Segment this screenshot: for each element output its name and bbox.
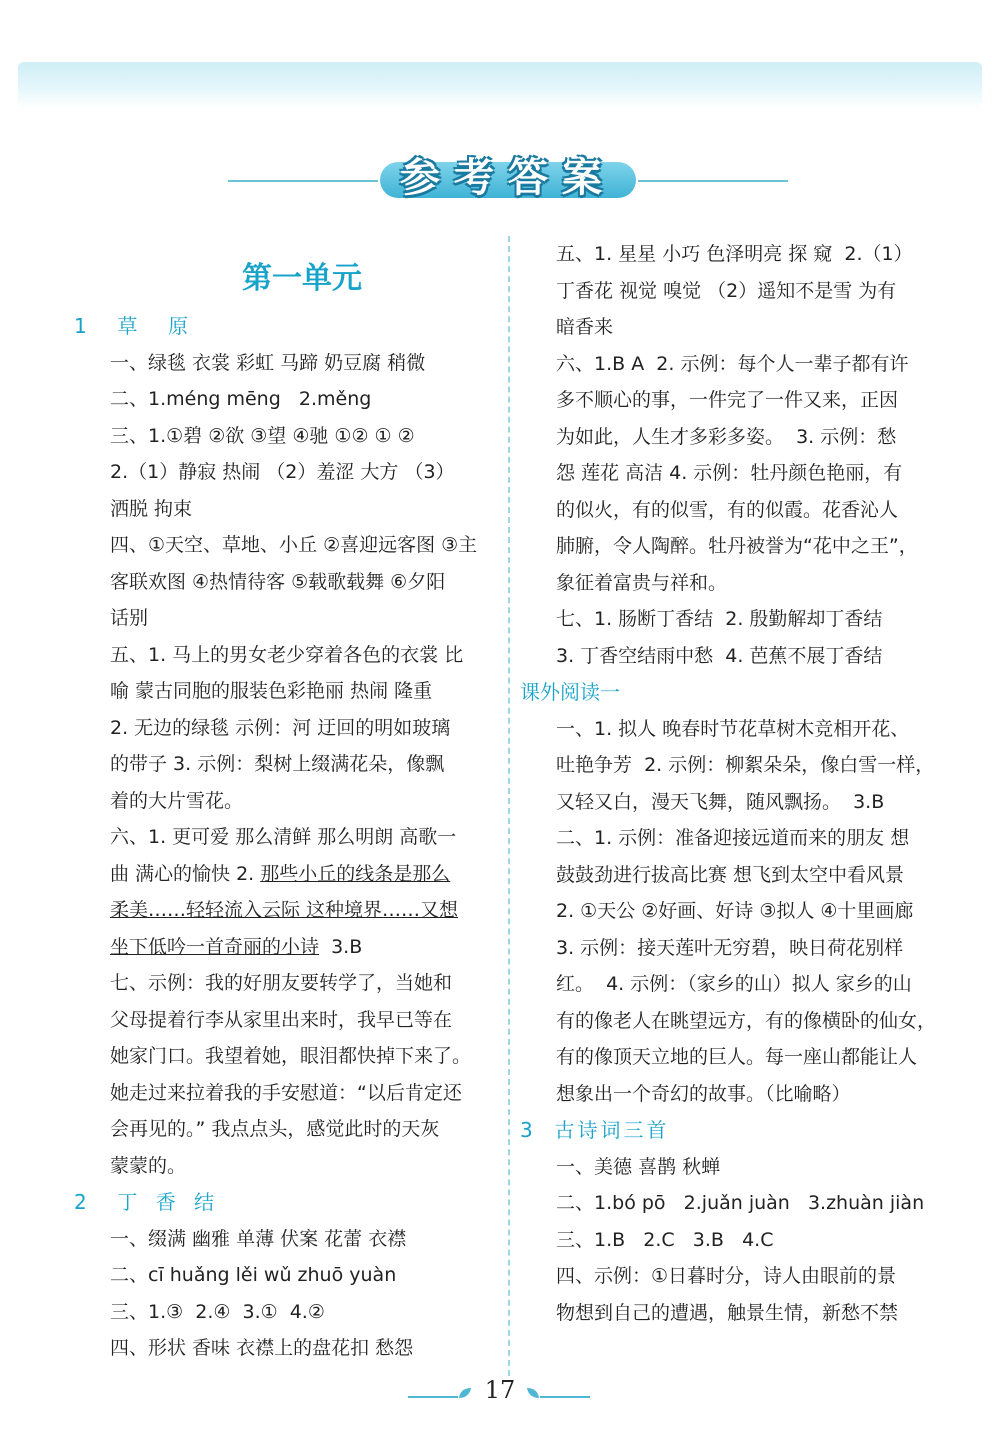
page-title-banner [0,140,1000,201]
answer-line: 三、1.③ 2.④ 3.① 4.② [110,1300,325,1323]
answer-line: 会再见的。” 我点点头，感觉此时的天灰 [110,1118,440,1140]
title-rule-right [638,180,788,182]
answer-line: 丁香花 视觉 嗅觉 （2）遥知不是雪 为有 [556,279,897,302]
answer-line: 有的像顶天立地的巨人。每一座山都能让人 [556,1046,918,1068]
answer-line: 2. 无边的绿毯 示例：河 迂回的明如玻璃 [110,716,451,739]
answer-line: 多不顺心的事，一件完了一件又来，正因 [556,389,899,411]
right-column [520,236,940,1331]
answer-line: 洒脱 拘束 [110,497,193,520]
page-number: 17 [484,1376,516,1404]
answer-line: 2. ①天公 ②好画、好诗 ③拟人 ④十里画廊 [556,900,914,922]
answer-line: 客联欢图 ④热情待客 ⑤载歌载舞 ⑥夕阳 [110,570,446,593]
answer-line: 的带子 3. 示例：梨树上缀满花朵，像飘 [110,753,445,775]
underlined-answer: 那些小丘的线条是那么 [260,862,451,885]
underlined-answer: 柔美……轻轻流入云际 这种境界……又想 [110,899,459,921]
answer-line: 她走过来拉着我的手安慰道：“以后肯定还 [110,1081,462,1104]
answer-line: 二、1. 示例：准备迎接远道而来的朋友 想 [556,827,910,849]
answer-line: 3. 示例：接天莲叶无穷碧，映日荷花别样 [556,936,904,959]
left-column [74,236,490,1367]
header-band [18,62,982,108]
answer-line: 象征着富贵与祥和。 [556,571,728,594]
answer-line: 二、1.bó pō 2.juǎn juàn 3.zhuàn jiàn [556,1192,925,1214]
answer-line: 物想到自己的遭遇，触景生情，新愁不禁 [556,1301,899,1324]
answer-line: 二、cī huǎng lěi wǔ zhuō yuàn [110,1264,397,1286]
answer-line: 她家门口。我望着她，眼泪都快掉下来了。 [110,1045,472,1067]
answer-line: 四、①天空、草地、小丘 ②喜迎远客图 ③主 [110,534,478,556]
answer-line: 一、绿毯 衣裳 彩虹 马蹄 奶豆腐 稍微 [110,351,426,374]
answer-line: 七、示例：我的好朋友要转学了，当她和 [110,972,453,994]
answer-line [74,856,490,893]
lesson-heading-3: 3 古诗词三首 [520,1118,670,1142]
answer-line: 着的大片雪花。 [110,789,244,812]
answer-line: 四、示例：①日暮时分，诗人由眼前的景 [556,1265,897,1287]
answer-line: 七、1. 肠断丁香结 2. 殷勤解却丁香结 [556,608,883,630]
answer-line: 红。 4. 示例：（家乡的山）拟人 家乡的山 [556,973,912,995]
answer-line: 六、1.B A 2. 示例：每个人一辈子都有许 [556,352,909,375]
answer-line: 三、1.①碧 ②欲 ③望 ④驰 ①② ① ② [110,424,415,447]
unit-title: 第一单元 [242,261,362,296]
answer-line: 蒙蒙的。 [110,1154,187,1177]
answer-line: 想象出一个奇幻的故事。（比喻略） [556,1082,851,1105]
reading-heading: 课外阅读一 [520,680,620,704]
answer-line: 吐艳争芳 2. 示例：柳絮朵朵，像白雪一样， [556,754,935,776]
answer-line: 二、1.méng mēng 2.měng [110,388,372,410]
answer-line: 五、1. 星星 小巧 色泽明亮 探 窥 2.（1） [556,243,913,265]
column-divider [508,236,510,1376]
answer-line: 喻 蒙古同胞的服装色彩艳丽 热闹 隆重 [110,680,433,702]
answer-line: 话别 [110,607,149,629]
title-rule-left [228,180,378,182]
answer-line: 怨 莲花 高洁 4. 示例：牡丹颜色艳丽，有 [556,462,903,484]
answer-line [74,929,490,966]
page-footer [0,1376,1000,1416]
answer-line: 三、1.B 2.C 3.B 4.C [556,1228,774,1251]
answer-line: 父母提着行李从家里出来时，我早已等在 [110,1008,453,1031]
answer-line: 肺腑，令人陶醉。牡丹被誉为“花中之王”， [556,535,918,557]
page-title: 参考答案 [400,155,616,201]
answer-line: 2.（1）静寂 热闹 （2）羞涩 大方 （3） [110,461,455,483]
answer-line: 六、1. 更可爱 那么清鲜 那么明朗 高歌一 [110,826,457,848]
answer-line: 为如此，人生才多彩多姿。 3. 示例：愁 [556,425,897,448]
answer-text: 3.B [319,935,363,958]
answer-line: 暗香来 [556,316,614,338]
answer-line: 3. 丁香空结雨中愁 4. 芭蕉不展丁香结 [556,644,883,667]
answer-line: 一、美德 喜鹊 秋蝉 [556,1155,721,1178]
footer-rule-left [408,1396,458,1398]
leaf-icon [526,1386,540,1400]
answer-line: 又轻又白，漫天飞舞，随风飘扬。 3.B [556,790,885,813]
answer-line: 五、1. 马上的男女老少穿着各色的衣裳 比 [110,643,464,666]
footer-rule-right [540,1396,590,1398]
answer-line: 的似火，有的似雪，有的似霞。花香沁人 [556,498,899,521]
answer-line: 鼓鼓劲进行拔高比赛 想飞到太空中看风景 [556,863,905,886]
lesson-heading-1: 1 草 原 [74,314,195,338]
answer-line: 有的像老人在眺望远方，有的像横卧的仙女， [556,1009,937,1032]
underlined-answer: 坐下低吟一首奇丽的小诗 [110,935,320,958]
answer-line: 一、1. 拟人 晚春时节花草树木竞相开花、 [556,717,910,740]
answer-line: 四、形状 香味 衣襟上的盘花扣 愁怨 [110,1337,414,1359]
answer-line: 一、缀满 幽雅 单薄 伏案 花蕾 衣襟 [110,1227,407,1250]
answer-text: 曲 满心的愉快 2. [110,862,261,885]
lesson-heading-2: 2 丁 香 结 [74,1190,221,1214]
